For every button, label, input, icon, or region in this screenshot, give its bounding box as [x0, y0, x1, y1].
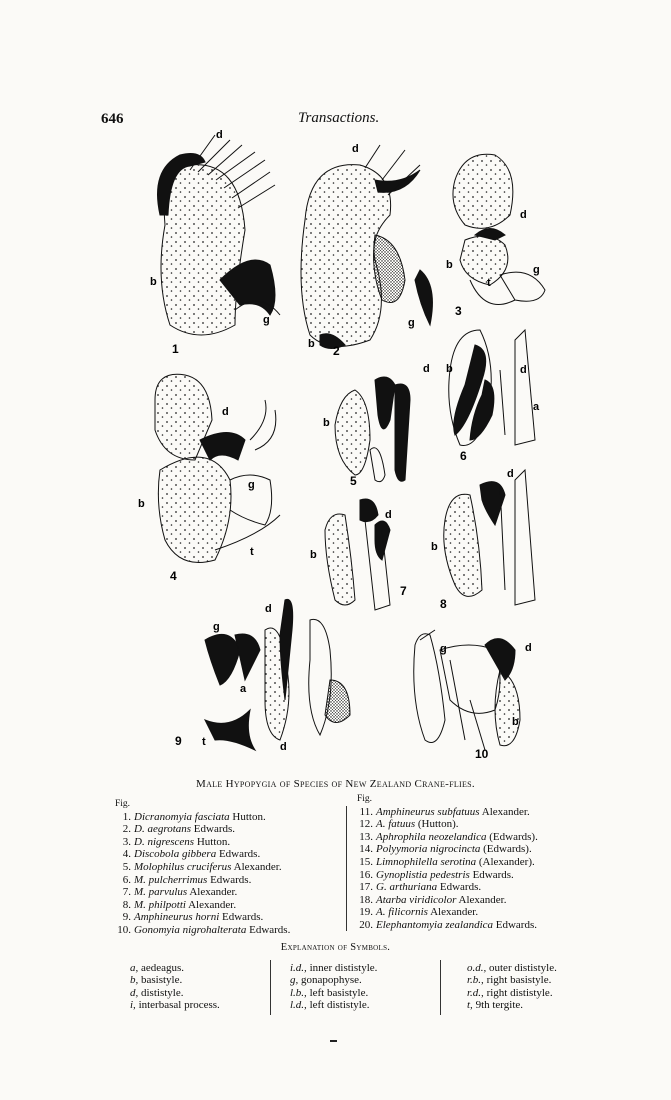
figure-label-1: 1 — [172, 342, 179, 356]
legend-item: 5. Molophilus cruciferus Alexander. — [122, 860, 282, 873]
symbol-t: t — [250, 546, 254, 558]
symbol-entry: i.d., inner dististyle. — [290, 962, 378, 974]
explanation-title: Explanation of Symbols. — [280, 942, 391, 953]
page-number: 646 — [101, 111, 124, 127]
legend-item: 13. Aphrophila neozelandica (Edwards). — [359, 830, 538, 843]
symbol-t: t — [202, 736, 206, 748]
legend-item: 15. Limnophilella serotina (Alexander). — [359, 855, 535, 868]
symbol-entry: a, aedeagus. — [130, 962, 185, 974]
symbol-d: d — [216, 129, 223, 141]
symbol-a: a — [240, 683, 247, 695]
figure-label-4: 4 — [170, 569, 177, 583]
legend-item: 11. Amphineurus subfatuus Alexander. — [359, 805, 530, 818]
symbol-entry: g, gonapophyse. — [290, 974, 362, 987]
fig-header: Fig. — [357, 794, 373, 804]
symbol-b: b — [446, 259, 453, 271]
symbol-d: d — [525, 642, 532, 654]
legend-item: 17. G. arthuriana Edwards. — [359, 881, 482, 894]
symbol-d: d — [352, 143, 359, 155]
figure-label-2: 2 — [333, 344, 340, 358]
symbol-entry: t, 9th tergite. — [467, 999, 524, 1012]
legend-item: 1. Dicranomyia fasciata Hutton. — [122, 810, 266, 823]
legend-item: 3. D. nigrescens Hutton. — [122, 835, 231, 848]
symbol-entry: l.d., left dististyle. — [290, 999, 370, 1012]
running-title: Transactions. — [298, 110, 380, 126]
figure-5-drawing — [335, 377, 410, 482]
legend-divider — [346, 806, 347, 931]
figure-label-5: 5 — [350, 474, 357, 488]
symbol-b: b — [431, 541, 438, 553]
figure-9-drawing — [205, 599, 350, 750]
legend-item: 9. Amphineurus horni Edwards. — [122, 911, 264, 924]
symbol-d: d — [520, 364, 527, 376]
figure-label-7: 7 — [400, 584, 407, 598]
symbols-divider — [440, 960, 441, 1015]
symbol-t: t — [487, 277, 491, 289]
figure-1-drawing — [158, 135, 281, 335]
fig-header: Fig. — [115, 799, 131, 809]
symbol-b: b — [446, 363, 453, 375]
symbol-entry: r.d., right dististyle. — [467, 986, 553, 999]
legend-item: 14. Polyymoria nigrocincta (Edwards). — [359, 843, 532, 856]
symbol-g: g — [213, 621, 220, 633]
symbol-d: d — [520, 209, 527, 221]
plate-caption: Male Hypopygia of Species of New Zealand Crane-flies. — [196, 778, 475, 790]
symbols-column-1 — [130, 962, 220, 1012]
symbol-b: b — [512, 716, 519, 728]
figure-label-3: 3 — [455, 304, 462, 318]
figure-7-drawing — [325, 499, 390, 610]
figure-6-drawing — [449, 330, 535, 445]
symbol-entry: i, interbasal process. — [130, 999, 220, 1012]
symbol-d: d — [385, 509, 392, 521]
symbol-entry: d, dististyle. — [130, 986, 184, 999]
symbol-g: g — [248, 479, 255, 491]
symbol-g: g — [263, 314, 270, 326]
symbols-column-2 — [290, 962, 377, 1012]
symbol-d: d — [423, 363, 430, 375]
footer-dash — [330, 1040, 337, 1042]
legend-item: 4. Discobola gibbera Edwards. — [122, 848, 261, 861]
symbol-entry: o.d., outer dististyle. — [467, 962, 557, 974]
figure-label-6: 6 — [460, 449, 467, 463]
symbol-entry: l.b., left basistyle. — [290, 986, 369, 999]
figure-8-drawing — [444, 470, 535, 605]
legend-item: 8. M. philpotti Alexander. — [122, 898, 237, 911]
figure-3-drawing — [453, 154, 545, 304]
legend-item: 7. M. parvulus Alexander. — [122, 886, 238, 899]
symbol-d: d — [507, 468, 514, 480]
symbol-a: a — [533, 401, 540, 413]
figure-4-drawing — [155, 374, 280, 562]
figure-10-drawing — [414, 630, 520, 750]
species-legend-left — [115, 798, 290, 937]
legend-item: 2. D. aegrotans Edwards. — [122, 823, 236, 836]
legend-item: 18. Atarba viridicolor Alexander. — [359, 893, 507, 906]
legend-item: 12. A. fatuus (Hutton). — [359, 818, 459, 831]
legend-item: 6. M. pulcherrimus Edwards. — [122, 873, 252, 886]
symbol-entry: r.b., right basistyle. — [467, 974, 552, 987]
legend-item: 20. Elephantomyia zealandica Edwards. — [359, 918, 538, 931]
legend-item: 19. A. filicornis Alexander. — [359, 906, 479, 919]
symbol-b: b — [310, 549, 317, 561]
symbols-column-3 — [467, 962, 557, 1012]
figure-plate — [120, 129, 590, 770]
legend-item: 16. Gynoplistia pedestris Edwards. — [359, 868, 514, 881]
symbols-divider — [270, 960, 271, 1015]
symbol-d: d — [280, 741, 287, 753]
figure-label-9: 9 — [175, 734, 182, 748]
symbol-b: b — [308, 338, 315, 350]
symbol-b: b — [138, 498, 145, 510]
legend-item: 10. Gonomyia nigrohalterata Edwards. — [117, 923, 291, 936]
figure-label-10: 10 — [475, 747, 489, 761]
species-legend-right — [357, 793, 538, 932]
symbol-d: d — [265, 603, 272, 615]
symbol-entry: b, basistyle. — [130, 974, 183, 987]
symbol-g: g — [408, 317, 415, 329]
figure-label-8: 8 — [440, 597, 447, 611]
symbol-g: g — [533, 264, 540, 276]
symbol-b: b — [150, 276, 157, 288]
symbol-b: b — [323, 417, 330, 429]
symbol-g: g — [440, 643, 447, 655]
symbol-d: d — [222, 406, 229, 418]
